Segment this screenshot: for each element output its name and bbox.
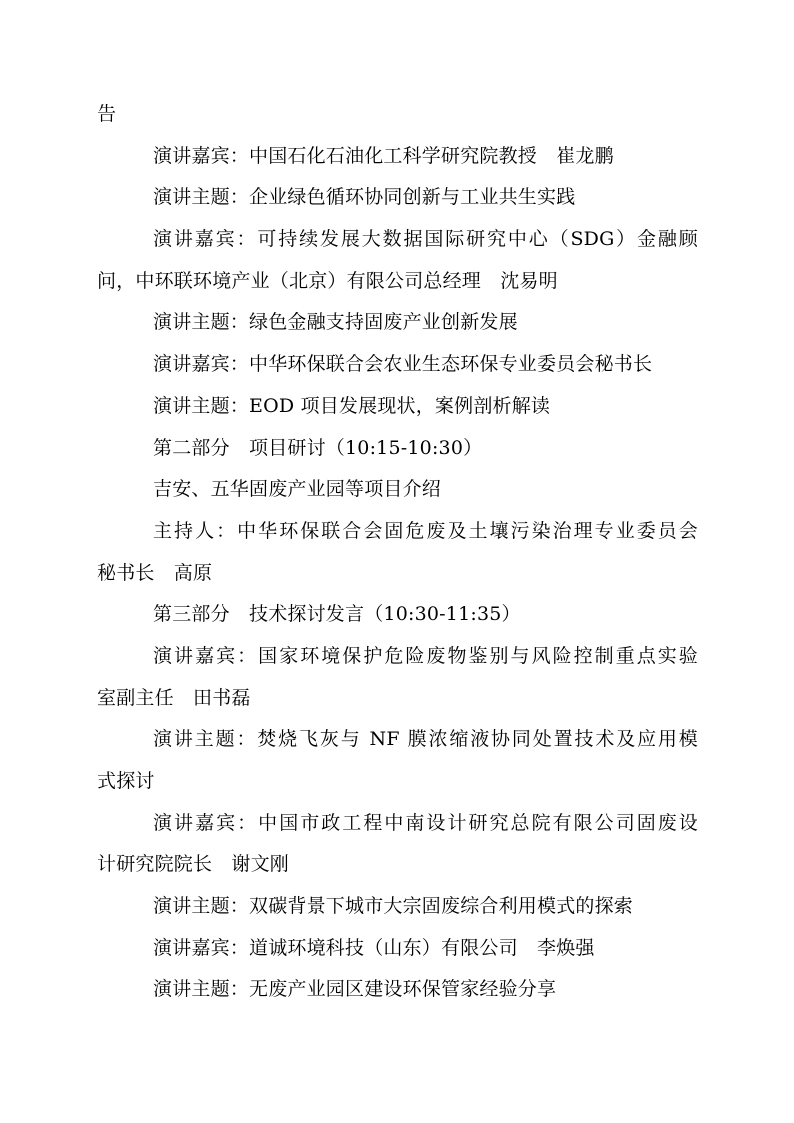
page-content (97, 94, 698, 1011)
text-line: 秘书长 高原 (97, 561, 213, 584)
text-line: 演讲嘉宾：中华环保联合会农业生态环保专业委员会秘书长 (153, 353, 653, 376)
text-line: 吉安、五华固废产业园等项目介绍 (153, 478, 442, 501)
text-line: 演讲主题：绿色金融支持固废产业创新发展 (153, 311, 518, 334)
text-line: 告 (97, 103, 117, 125)
text-line: 演讲主题：企业绿色循环协同创新与工业共生实践 (153, 186, 576, 209)
text-line: 第三部分 技术探讨发言（10:30-11:35） (153, 603, 521, 626)
text-line: 演讲主题：焚烧飞灰与 NF 膜浓缩液协同处置技术及应用模 (153, 728, 698, 751)
text-line: 第二部分 项目研讨（10:15-10:30） (153, 436, 483, 459)
text-line: 演讲嘉宾：国家环境保护危险废物鉴别与风险控制重点实验 (153, 644, 698, 667)
text-line: 演讲主题：无废产业园区建设环保管家经验分享 (153, 978, 557, 1001)
text-line: 演讲主题：EOD 项目发展现状，案例剖析解读 (153, 394, 551, 417)
text-line: 演讲嘉宾：道诚环境科技（山东）有限公司 李焕强 (153, 936, 595, 959)
text-line: 问，中环联环境产业（北京）有限公司总经理 沈易明 (97, 269, 558, 292)
text-line: 式探讨 (97, 770, 155, 792)
text-line: 室副主任 田书磊 (97, 686, 251, 709)
text-line: 演讲嘉宾：中国石化石油化工科学研究院教授 崔龙鹏 (153, 144, 614, 167)
text-line: 计研究院院长 谢文刚 (97, 853, 290, 876)
text-line: 演讲嘉宾：可持续发展大数据国际研究中心（SDG）金融顾 (153, 228, 698, 251)
text-line: 主持人：中华环保联合会固危废及土壤污染治理专业委员会 (153, 519, 698, 542)
text-line: 演讲主题：双碳背景下城市大宗固废综合利用模式的探索 (153, 895, 634, 918)
text-line: 演讲嘉宾：中国市政工程中南设计研究总院有限公司固废设 (153, 811, 698, 834)
